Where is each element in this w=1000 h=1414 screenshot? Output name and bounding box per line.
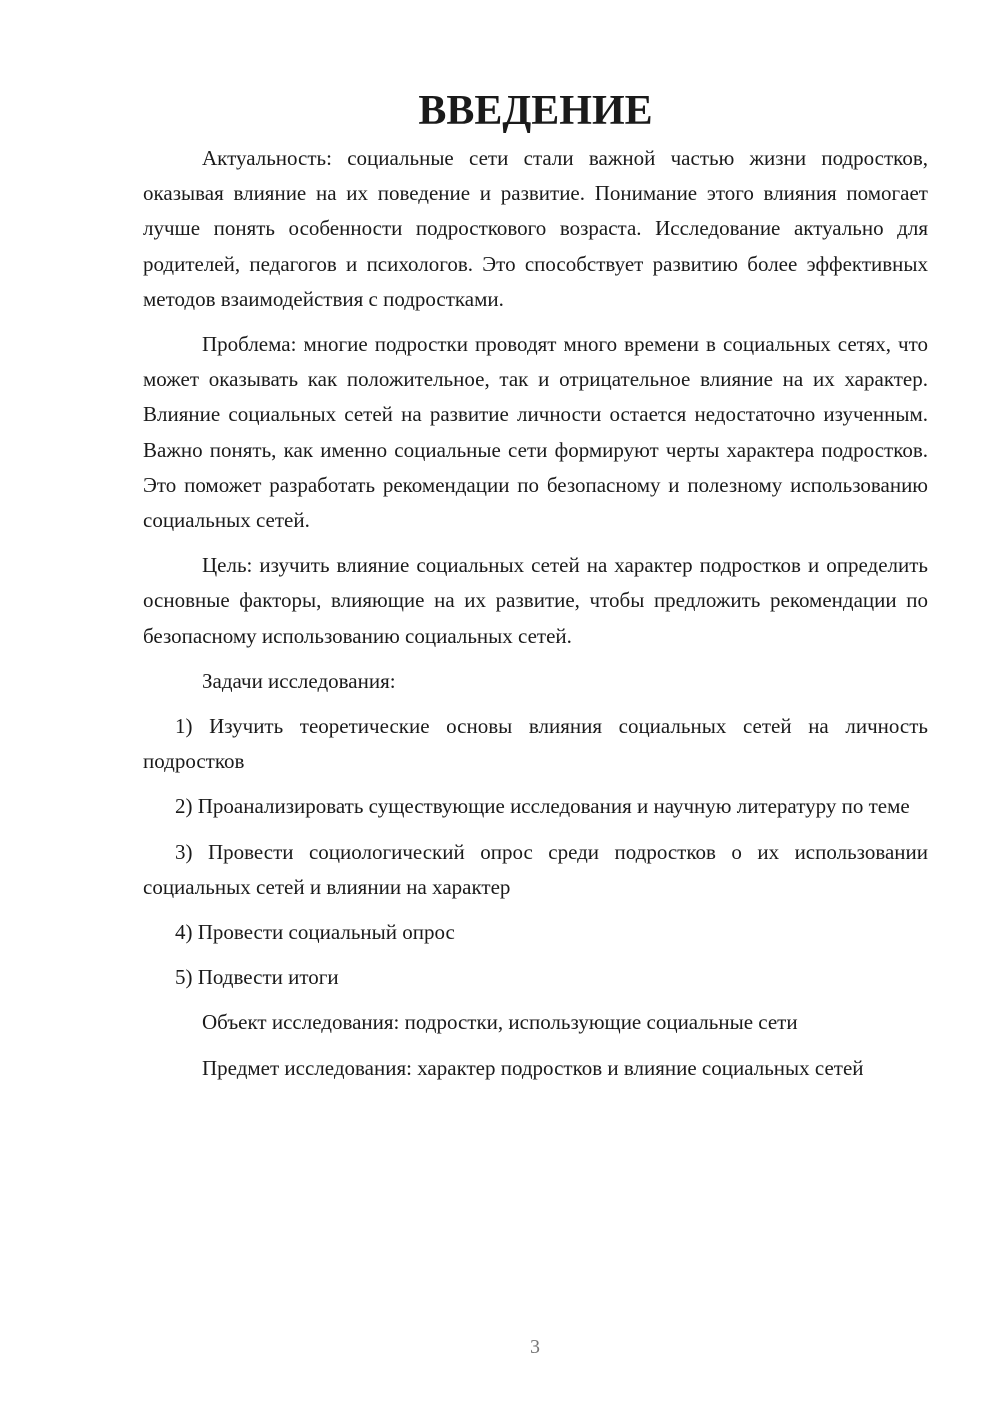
task-item-4: 4) Провести социальный опрос bbox=[175, 920, 455, 945]
task-item-5: 5) Подвести итоги bbox=[175, 965, 339, 990]
tasks-heading: Задачи исследования: bbox=[202, 668, 396, 693]
paragraph-subject: Предмет исследования: характер подростков и влияние социальных сетей bbox=[202, 1055, 864, 1080]
document-body bbox=[143, 141, 928, 1096]
task-item-2: 2) Проанализировать существующие исследования и научную литературу по теме bbox=[175, 794, 910, 819]
paragraph-relevance: Актуальность: социальные сети стали важной частью жизни подростков, оказывая влияние на их поведение и развитие. Понимание этого влияния помогает лучше понять особенности подросткового возраста. Исследование актуально для родителей, педагогов и психологов. Это способствует развитию более эффективных методов взаимодействия с подростками. bbox=[143, 146, 928, 311]
paragraph-object: Объект исследования: подростки, использующие социальные сети bbox=[202, 1010, 798, 1035]
page-title: ВВЕДЕНИЕ bbox=[418, 88, 653, 134]
task-item-1: 1) Изучить теоретические основы влияния социальных сетей на личность подростков bbox=[143, 714, 928, 774]
page-number: 3 bbox=[530, 1336, 540, 1358]
paragraph-goal: Цель: изучить влияние социальных сетей на характер подростков и определить основные факторы, влияющие на их развитие, чтобы предложить рекомендации по безопасному использованию социальных сетей. bbox=[143, 553, 928, 648]
paragraph-problem: Проблема: многие подростки проводят много времени в социальных сетях, что может оказывать как положительное, так и отрицательное влияние на их характер. Влияние социальных сетей на развитие личности остается недостаточно изученным. Важно понять, как именно социальные сети формируют черты характера подростков. Это поможет разработать рекомендации по безопасному и полезному использованию социальных сетей. bbox=[143, 332, 928, 533]
task-item-3: 3) Провести социологический опрос среди подростков о их использовании социальных сетей и влиянии на характер bbox=[143, 839, 928, 899]
